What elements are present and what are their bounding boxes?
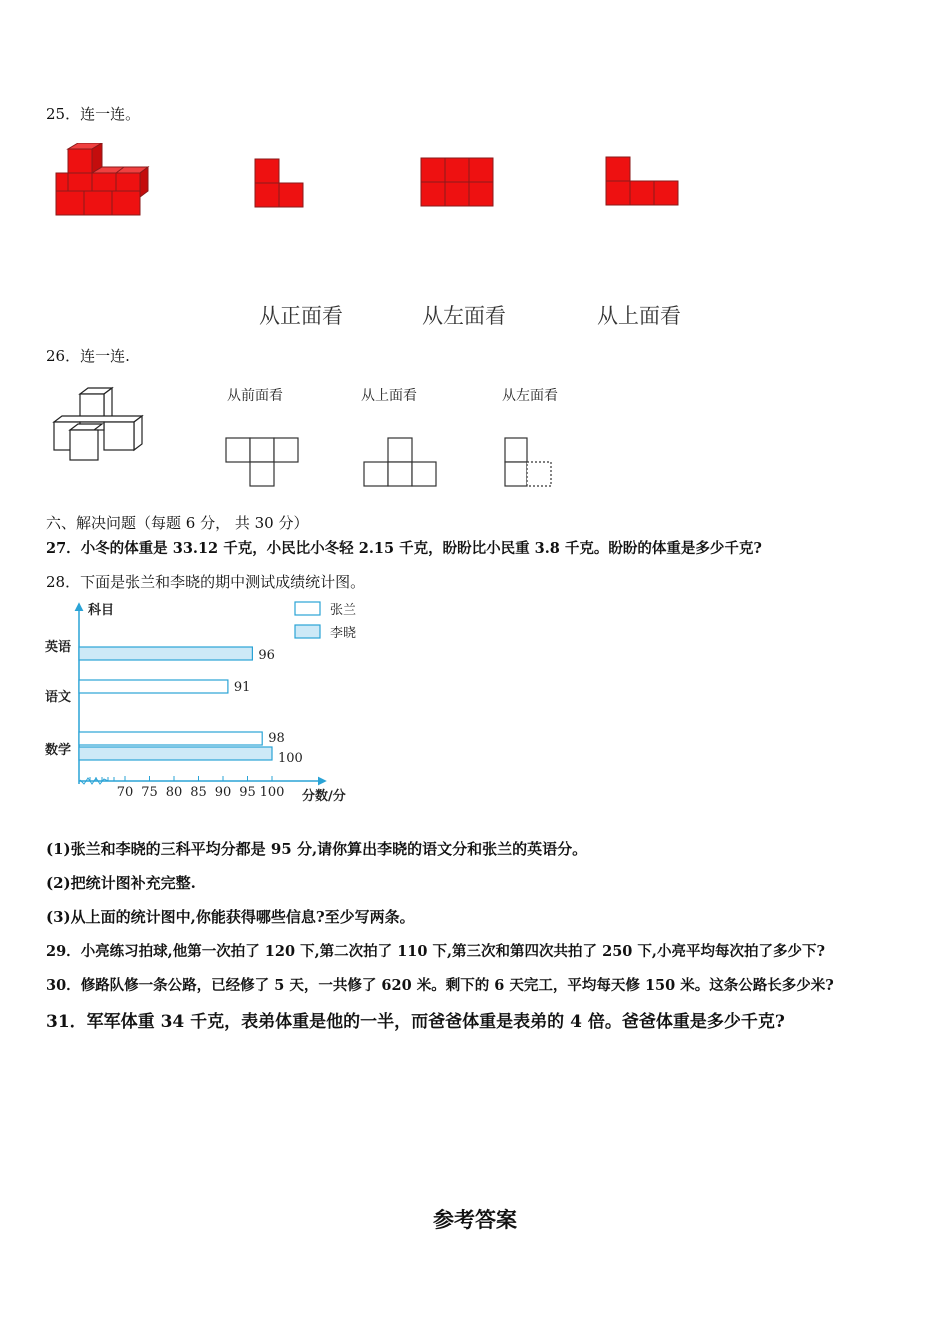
q25-label-left: 从左面看 xyxy=(422,304,506,328)
q26-view-b xyxy=(362,436,440,490)
q26-view-c xyxy=(503,436,555,490)
bar-li-yingyu xyxy=(79,647,252,660)
q25-label-top: 从上面看 xyxy=(597,304,681,328)
q25-3d-solid xyxy=(50,143,150,219)
q25-view-b xyxy=(420,157,496,209)
data-label-li-shuxue: 100 xyxy=(278,751,303,766)
x-tick-label-1: 75 xyxy=(141,785,158,800)
score-bar-chart xyxy=(40,596,370,811)
q28-number: 28． xyxy=(46,573,81,591)
q28-text: 下面是张兰和李晓的期中测试成绩统计图。 xyxy=(80,573,366,591)
q31-line xyxy=(46,1007,785,1032)
q26-view-a xyxy=(224,436,302,490)
q31-number: 31． xyxy=(46,1012,87,1032)
category-label-0: 英语 xyxy=(45,640,72,655)
q28-line xyxy=(46,571,365,592)
q26-text: 连一连. xyxy=(80,347,130,365)
section6-title: 六、解决问题（每题 6 分， 共 30 分） xyxy=(46,514,309,532)
q26-number: 26． xyxy=(46,347,81,365)
q25-view-a xyxy=(254,158,306,210)
data-label-zhang-yuwen: 91 xyxy=(233,680,251,695)
bar-zhang-yuwen xyxy=(79,680,228,693)
q29-line xyxy=(46,940,825,961)
x-tick-label-3: 85 xyxy=(190,785,207,800)
q28-sub2: (2)把统计图补充完整. xyxy=(46,874,196,892)
x-tick-label-5: 95 xyxy=(239,785,256,800)
q29-text: 小亮练习拍球,他第一次拍了 120 下,第二次拍了 110 下,第三次和第四次共拍了 250 下,小亮平均每次拍了多少下? xyxy=(80,943,825,960)
q27-number: 27． xyxy=(46,540,81,557)
q25-number: 25． xyxy=(46,105,81,123)
x-tick-label-0: 70 xyxy=(116,785,134,800)
q25-line xyxy=(46,103,140,124)
q30-line xyxy=(46,974,834,995)
y-axis-label: 科目 xyxy=(88,603,115,618)
q29-number: 29． xyxy=(46,943,81,960)
legend-swatch-zhang xyxy=(295,602,320,615)
bar-zhang-shuxue xyxy=(79,732,262,745)
q26-3d-solid xyxy=(50,386,150,466)
q26-label-top: 从上面看 xyxy=(361,388,417,404)
legend-label-li: 李晓 xyxy=(330,626,357,641)
data-label-zhang-shuxue: 98 xyxy=(268,731,285,746)
category-label-1: 语文 xyxy=(45,690,72,705)
x-tick-label-4: 90 xyxy=(214,785,232,800)
q26-label-front: 从前面看 xyxy=(227,388,283,404)
q26-line xyxy=(46,345,130,366)
legend-label-zhang: 张兰 xyxy=(330,603,357,618)
x-tick-label-6: 100 xyxy=(259,785,285,800)
data-label-li-yingyu: 96 xyxy=(258,648,275,663)
category-label-2: 数学 xyxy=(45,743,72,758)
q25-text: 连一连。 xyxy=(80,105,141,123)
q25-label-front: 从正面看 xyxy=(259,304,343,328)
q27-text: 小冬的体重是 33.12 千克，小民比小冬轻 2.15 千克，盼盼比小民重 3.8 千克。盼盼的体重是多少千克? xyxy=(80,540,762,557)
x-axis-label: 分数/分 xyxy=(302,789,346,804)
q25-view-c xyxy=(605,156,681,208)
q31-text: 军军体重 34 千克，表弟体重是他的一半，而爸爸体重是表弟的 4 倍。爸爸体重是多少千克? xyxy=(86,1012,785,1032)
q28-sub3: (3)从上面的统计图中,你能获得哪些信息?至少写两条。 xyxy=(46,908,415,926)
q28-sub1: (1)张兰和李晓的三科平均分都是 95 分,请你算出李晓的语文分和张兰的英语分。 xyxy=(46,840,588,858)
q30-text: 修路队修一条公路，已经修了 5 天，一共修了 620 米。剩下的 6 天完工，平均每天修 150 米。这条公路长多少米? xyxy=(80,977,834,994)
bar-li-shuxue xyxy=(79,747,272,760)
legend-swatch-li xyxy=(295,625,320,638)
x-tick-label-2: 80 xyxy=(165,785,183,800)
q27-line xyxy=(46,537,762,558)
answer-title: 参考答案 xyxy=(433,1207,517,1232)
q30-number: 30． xyxy=(46,977,81,994)
q26-label-left: 从左面看 xyxy=(502,388,558,404)
